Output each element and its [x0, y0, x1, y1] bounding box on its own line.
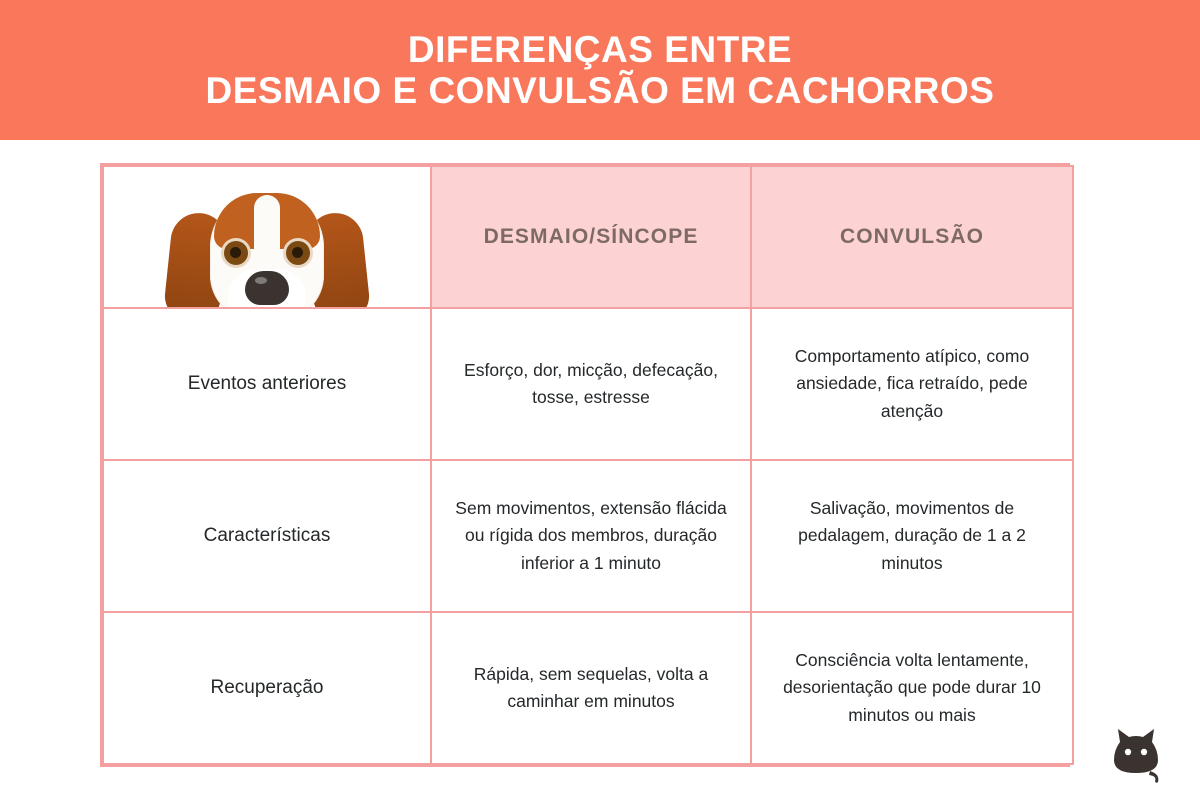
comparison-table: [100, 163, 1070, 767]
row-label-caracteristicas: Características: [103, 460, 431, 612]
dog-photo: [162, 179, 372, 307]
dog-photo-cell: [103, 166, 431, 308]
row-label-eventos-anteriores: Eventos anteriores: [103, 308, 431, 460]
dog-nose-shape: [245, 271, 289, 305]
table-row: [103, 308, 1073, 460]
dog-eye-left-shape: [224, 241, 248, 265]
cell-recuperacao-desmaio: Rápida, sem sequelas, volta a caminhar em minutos: [431, 612, 751, 764]
dog-blaze-shape: [254, 195, 280, 265]
row-label-recuperacao: Recuperação: [103, 612, 431, 764]
column-header-convulsao: CONVULSÃO: [751, 166, 1073, 308]
cell-caracteristicas-convulsao: Salivação, movimentos de pedalagem, duração de 1 a 2 minutos: [751, 460, 1073, 612]
cell-eventos-anteriores-desmaio: Esforço, dor, micção, defecação, tosse, estresse: [431, 308, 751, 460]
column-header-desmaio: DESMAIO/SÍNCOPE: [431, 166, 751, 308]
table-row: [103, 460, 1073, 612]
cell-recuperacao-convulsao: Consciência volta lentamente, desorientação que pode durar 10 minutos ou mais: [751, 612, 1073, 764]
dog-eye-right-shape: [286, 241, 310, 265]
page-title-line-1: DIFERENÇAS ENTRE: [407, 28, 793, 70]
table-row: [103, 612, 1073, 764]
cat-silhouette-icon: [1108, 726, 1164, 784]
header-banner: [0, 0, 1200, 140]
cell-eventos-anteriores-convulsao: Comportamento atípico, como ansiedade, fica retraído, pede atenção: [751, 308, 1073, 460]
cell-caracteristicas-desmaio: Sem movimentos, extensão flácida ou rígida dos membros, duração inferior a 1 minuto: [431, 460, 751, 612]
table-header-row: [103, 166, 1073, 308]
page-title-line-2: DESMAIO E CONVULSÃO EM CACHORROS: [205, 70, 995, 111]
